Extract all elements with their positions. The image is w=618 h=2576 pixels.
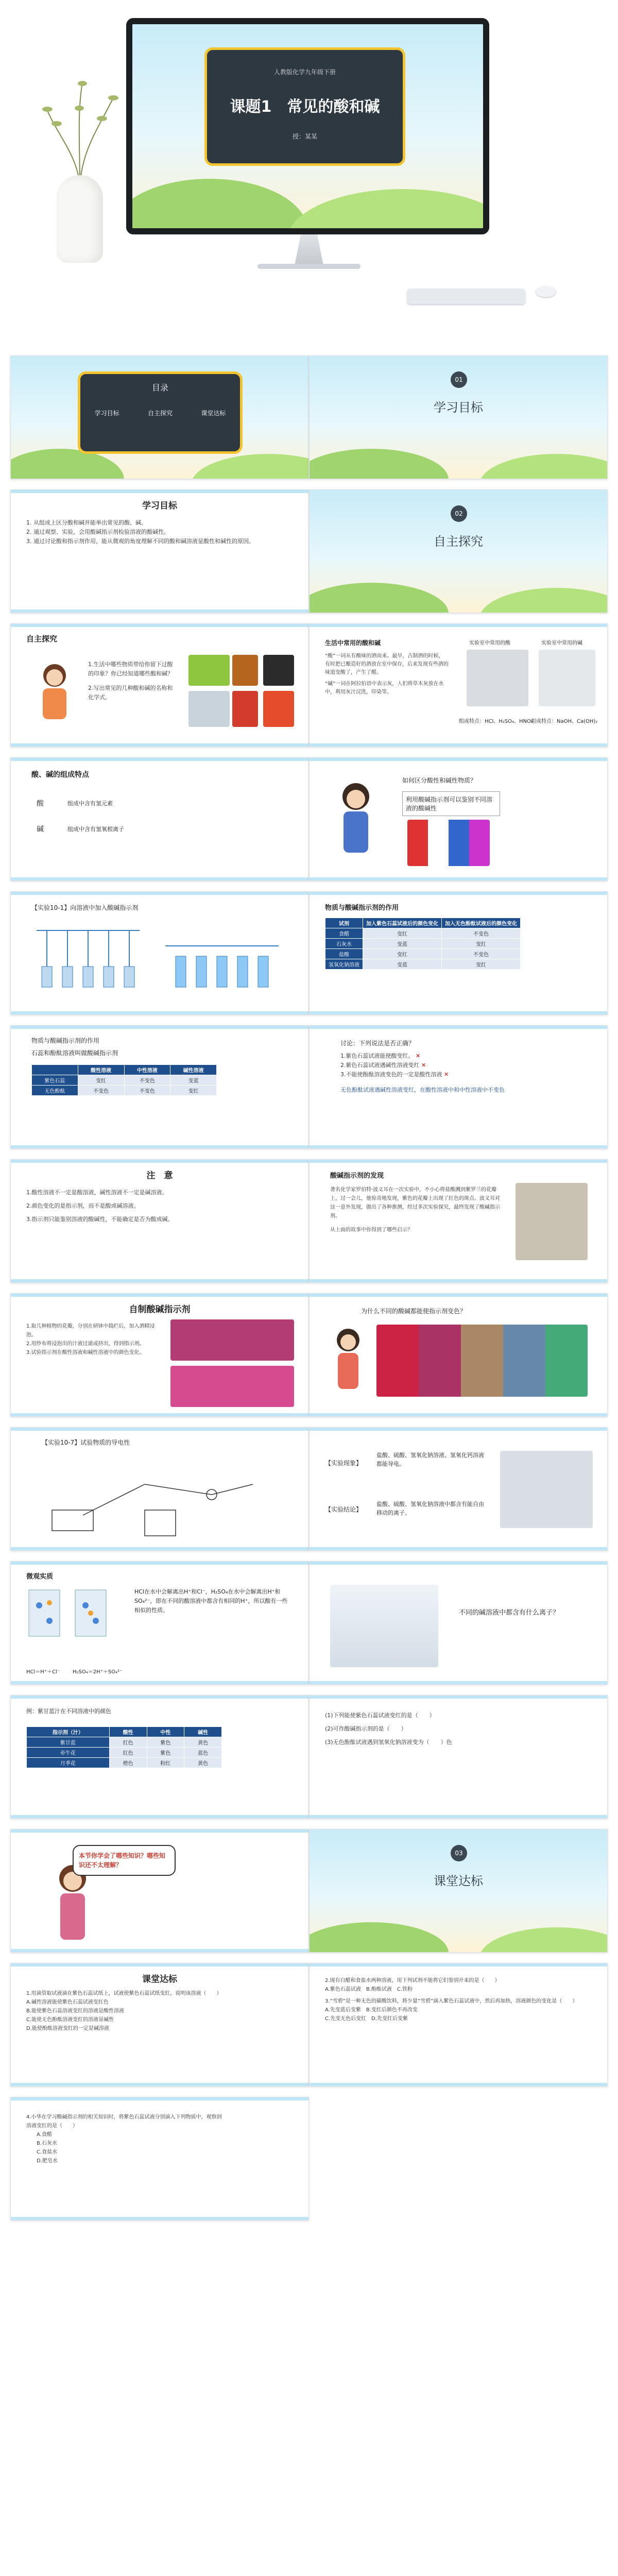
goal-2: 2. 通过观察、实验，会用酸碱指示剂检验溶液的酸碱性。 xyxy=(26,529,169,535)
exercise-header: 碱性 xyxy=(184,1727,222,1737)
section-number: 02 xyxy=(451,505,467,522)
student-illustration xyxy=(330,778,382,866)
test-tubes-photo xyxy=(407,820,490,866)
detergent-photo xyxy=(263,691,294,727)
plant-illustration xyxy=(36,77,124,185)
thought-bubble xyxy=(73,1845,176,1876)
base-formula: 组成特点：NaOH、Ca(OH)₂ xyxy=(531,719,598,724)
table-row xyxy=(27,1748,222,1758)
dropper-diagram xyxy=(31,920,289,997)
discussion-item-3: 3.不能使酚酞溶液变色的一定是酸性溶液 ✕ xyxy=(340,1071,449,1078)
table-row xyxy=(325,949,521,959)
slide-diy-indicator xyxy=(10,1293,309,1417)
slide-conductivity-result xyxy=(309,1427,608,1551)
monitor-base xyxy=(258,264,360,269)
test-option[interactable]: A.紫色石蕊试液 B.酚酞试液 C.铁粉 xyxy=(325,1987,413,1992)
table-cell: 变蓝 xyxy=(363,939,442,949)
slide-toc xyxy=(10,355,309,479)
table-cell: 石灰水 xyxy=(325,939,363,949)
table-cell: 粉红 xyxy=(147,1758,184,1768)
note-line-2: 2.颜色变化的是指示剂，而不是酸或碱溶液。 xyxy=(26,1202,140,1209)
table-cell: 月季花 xyxy=(27,1758,110,1768)
history-question: 从上面的故事中你得到了哪些启示？ xyxy=(330,1227,413,1233)
micro-question: 不同的碱溶液中都含有什么离子？ xyxy=(459,1609,560,1617)
lemon-photo xyxy=(188,655,230,686)
exp108-title: 【实验10-7】试验物质的导电性 xyxy=(42,1439,130,1446)
table-cell: 不变色 xyxy=(442,928,521,939)
conclusion-text: 盐酸、硫酸、氢氧化钠溶液中都含有能自由移动的离子。 xyxy=(376,1501,484,1516)
test-option[interactable]: D.肥皂水 xyxy=(37,2158,58,2164)
exercise-table xyxy=(26,1726,222,1768)
summary-header: 碱性溶液 xyxy=(170,1065,217,1075)
table-cell: 变红 xyxy=(442,939,521,949)
ion-model-photo xyxy=(330,1585,438,1667)
vase-illustration xyxy=(57,175,103,263)
test-option[interactable]: B.能使紫色石蕊溶液变红的溶液是酸性溶液 xyxy=(26,2008,125,2014)
conductivity-diagram xyxy=(42,1453,279,1541)
discussion-item-1: 1.紫色石蕊试液能使酸变红。 ✕ xyxy=(340,1053,421,1059)
slide-experiment-10-7 xyxy=(10,1427,309,1551)
exercise-line-3: (3)无色酚酞试液遇到氢氧化钠溶液变为（ ）色 xyxy=(325,1739,452,1745)
table-cell: 紫色石蕊 xyxy=(32,1075,78,1086)
section-title: 自主探究 xyxy=(434,534,483,549)
table-row xyxy=(27,1758,222,1768)
table-cell: 蓝色 xyxy=(184,1748,222,1758)
monitor-stand xyxy=(288,234,330,265)
indicator-table xyxy=(325,918,521,970)
table-row xyxy=(325,939,521,949)
table-cell: 不变色 xyxy=(442,949,521,959)
slide-test-2 xyxy=(309,1963,608,2087)
toc-item-1[interactable]: 学习目标 xyxy=(94,410,119,417)
exercise-header: 中性 xyxy=(147,1727,184,1737)
discussion-title: 讨论：下列说法是否正确？ xyxy=(340,1040,415,1047)
base-label: 碱 xyxy=(37,825,44,834)
hero-subtitle: 人教版化学九年级下册 xyxy=(273,69,336,76)
summary-header: 中性溶液 xyxy=(124,1065,170,1075)
indicator-title: 物质与酸碱指示剂的作用 xyxy=(325,904,399,912)
discussion-conclusion: 无色酚酞试液遇碱性溶液变红，在酸性溶液中和中性溶液中不变色 xyxy=(340,1087,505,1093)
table-cell: 变红 xyxy=(363,928,442,939)
exercise-line-1: (1)下列能使紫色石蕊试液变红的是（ ） xyxy=(325,1712,435,1719)
diy-line-3: 3.试验指示剂在酸性溶液和碱性溶液中的颜色变化。 xyxy=(26,1350,145,1355)
indicator-header: 加入无色酚酞试液后的颜色变化 xyxy=(442,918,521,928)
test-line: 2.现有白醋和食盐水两种溶液，用下列试剂不能将它们鉴别开来的是（ ） xyxy=(325,1978,500,1984)
goals-title: 学习目标 xyxy=(142,501,177,511)
student-illustration xyxy=(330,1325,366,1402)
slide-test-1 xyxy=(10,1963,309,2087)
slide-section-03 xyxy=(309,1829,608,1953)
table-row xyxy=(325,959,521,970)
formula-2: H₂SO₄＝2H⁺＋SO₄²⁻ xyxy=(73,1669,123,1675)
slide-exercise-2 xyxy=(309,1695,608,1819)
slide-acid-base-composition xyxy=(10,757,309,881)
think-text: 本节你学会了哪些知识？哪些知识还不太理解？ xyxy=(79,1852,166,1869)
flower-photo-2 xyxy=(170,1366,294,1407)
table-cell: 不变色 xyxy=(78,1086,124,1096)
discussion-item-2: 2.紫色石蕊试液遇碱性溶液变红 ✕ xyxy=(340,1062,426,1069)
slide-life-acids xyxy=(309,623,608,747)
table-cell: 变红 xyxy=(78,1075,124,1086)
table-cell: 紫甘蓝 xyxy=(27,1737,110,1748)
soap-photo xyxy=(232,691,258,727)
molecule-diagram xyxy=(26,1585,119,1662)
exercise-header: 酸性 xyxy=(109,1727,147,1737)
toc-board xyxy=(78,371,243,454)
table-cell: 紫色 xyxy=(147,1748,184,1758)
test-title: 课堂达标 xyxy=(142,1974,177,1985)
toc-item-3[interactable]: 课堂达标 xyxy=(201,410,226,417)
test-option[interactable]: A.先变蓝后变紫 B.变红后颜色不再改变 xyxy=(325,2007,418,2013)
slide-section-02 xyxy=(309,489,608,613)
toc-title: 目录 xyxy=(151,383,168,393)
table-cell: 黄色 xyxy=(184,1737,222,1748)
slide-explore xyxy=(10,623,309,747)
note-line-3: 3.指示剂只能鉴别溶液的酸碱性，不能确定是否为酸或碱。 xyxy=(26,1216,174,1223)
table-cell: 红色 xyxy=(109,1737,147,1748)
test-tube-rack-photo xyxy=(376,1325,588,1397)
base-text: 组成中含有氢氧根离子 xyxy=(67,826,124,833)
wrong-mark-icon: ✕ xyxy=(444,1071,449,1078)
phenomenon-text: 盐酸、硫酸、氢氧化钠溶液、氢氧化钙溶液都能导电。 xyxy=(376,1452,484,1467)
table-cell: 变蓝 xyxy=(363,959,442,970)
monitor-screen xyxy=(126,18,489,234)
indicator2-title: 物质与酸碱指示剂的作用 xyxy=(31,1037,100,1044)
flower-photo-1 xyxy=(170,1319,294,1361)
test-line: 4.小华在学习酸碱指示剂的相关知识时，将紫色石蕊试液分别滴入下列物质中，观察到溶液变红的是（ ） xyxy=(26,2114,222,2129)
hero-author: 授：某某 xyxy=(292,133,317,140)
indicator-summary-table xyxy=(31,1064,217,1096)
test-option[interactable]: B.石灰水 xyxy=(37,2141,58,2146)
slide-discussion xyxy=(309,1025,608,1149)
toc-item-2[interactable]: 自主探究 xyxy=(147,410,173,417)
test-line: 1.用滴管取试液滴在紫色石蕊试纸上，试液使紫色石蕊试纸变红，说明该溶液（ ） xyxy=(26,1991,222,1996)
phenomenon-label: 【实验现象】 xyxy=(325,1460,363,1467)
micro-text: HCl在水中会解离出H⁺和Cl⁻，H₂SO₄在水中会解离出H⁺和SO₄²⁻，即在不同的酸溶液中都含有相同的H⁺，所以酸有一些相似的性质。 xyxy=(134,1588,288,1614)
test-option[interactable]: A.碱性溶液能使紫色石蕊试液变红色 xyxy=(26,1999,109,2005)
exercise-line-2: (2)可作酸碱指示剂的是（ ） xyxy=(325,1725,407,1732)
battery-photo xyxy=(263,655,294,686)
goal-3: 3. 通过讨论酸和指示剂作用，能从微观的角度理解不同的酸和碱溶液显酸性和碱性的原因。 xyxy=(26,538,254,545)
base-bottles-photo xyxy=(539,650,595,706)
vinegar-photo xyxy=(232,655,258,686)
slide-experiment-10-1 xyxy=(10,891,309,1015)
indicator-header: 加入紫色石蕊试液后的颜色变化 xyxy=(363,918,442,928)
table-cell: 牵牛花 xyxy=(27,1748,110,1758)
slide-micro xyxy=(10,1561,309,1685)
acid-label: 酸 xyxy=(37,800,44,808)
slide-indicator-summary xyxy=(10,1025,309,1149)
identify-answer: 利用酸碱指示剂可以鉴别不同溶液的酸碱性 xyxy=(402,791,500,816)
test-option[interactable]: C.食盐水 xyxy=(37,2149,58,2155)
bottles-photo xyxy=(188,691,230,727)
table-cell: 无色酚酞 xyxy=(32,1086,78,1096)
test-line: 3.“雪碧”是一种无色的碳酸饮料，将少量“雪碧”滴入紫色石蕊试液中，然后再加热，溶液颜色的变化是（ ） xyxy=(325,1998,578,2004)
table-cell: 不变色 xyxy=(124,1086,170,1096)
keyboard-illustration xyxy=(407,289,525,304)
section-number: 03 xyxy=(451,1845,467,1861)
lab-setup-photo xyxy=(500,1451,593,1528)
section-title: 课堂达标 xyxy=(434,1874,483,1888)
table-cell: 食醋 xyxy=(325,928,363,939)
life-paragraph-1: “酸”一词从有酸味的酒而来。最早，古制酒的时候，有时把已酿造好的酒放在室中保存，后来发现有些酒的味道变酸了，产生了醋。 xyxy=(325,653,449,675)
slide-history xyxy=(309,1159,608,1283)
summary-header xyxy=(32,1065,78,1075)
table-cell: 氢氧化钠溶液 xyxy=(325,959,363,970)
indicator2-subtitle: 石蕊和酚酞溶液叫做酸碱指示剂 xyxy=(31,1049,118,1057)
title-board xyxy=(204,47,405,166)
section-title: 学习目标 xyxy=(434,400,483,415)
table-row xyxy=(325,928,521,939)
diy-title: 自制酸碱指示剂 xyxy=(129,1304,191,1315)
slide-why-question xyxy=(309,1293,608,1417)
slide-exercise-1 xyxy=(10,1695,309,1819)
history-text: 著名化学家罗伯特·波义耳在一次实验中，不小心将盐酸溅到紫罗兰的花瓣上，过一会儿，他惊奇地发现，紫色的花瓣上出现了红色的斑点。波义耳对这一意外发现，做出了各种推测，经过多次实验探究，最终发现了酸碱指示剂。 xyxy=(330,1187,500,1219)
wrong-mark-icon: ✕ xyxy=(421,1062,426,1069)
hero-title: 课题1 常见的酸和碱 xyxy=(230,98,380,116)
test-option[interactable]: C.先变无色后变红 D.先变红后变紫 xyxy=(325,2016,408,2022)
life-title: 生活中常用的酸和碱 xyxy=(325,639,381,647)
table-cell: 紫色 xyxy=(147,1737,184,1748)
teacher-illustration xyxy=(31,660,78,722)
exercise-header: 指示剂（汁） xyxy=(27,1727,110,1737)
table-cell: 橙色 xyxy=(109,1758,147,1768)
diy-line-2: 2.用纱布将浸泡出的汁液过滤或挤出，得到指示剂。 xyxy=(26,1341,145,1347)
table-row xyxy=(27,1737,222,1748)
note-title: 注 意 xyxy=(146,1171,173,1181)
lab-base-label: 实验室中常用的碱 xyxy=(541,640,582,646)
why-question: 为什么不同的酸碱都能使指示剂变色？ xyxy=(361,1308,467,1315)
exp-title: 【实验10-1】向溶液中加入酸碱指示剂 xyxy=(31,904,139,911)
micro-title: 微观实质 xyxy=(26,1573,54,1581)
table-cell: 变红 xyxy=(363,949,442,959)
slide-goals xyxy=(10,489,309,613)
slide-section-01 xyxy=(309,355,608,479)
wrong-mark-icon: ✕ xyxy=(416,1053,421,1059)
indicator-header: 试剂 xyxy=(325,918,363,928)
table-cell: 变红 xyxy=(442,959,521,970)
life-paragraph-2: “碱”一词在阿拉伯语中表示灰，人们将草木灰放在水中，利用灰汁浣洗，印染等。 xyxy=(325,681,444,695)
ab-title: 酸、碱的组成特点 xyxy=(31,771,89,779)
table-row xyxy=(32,1075,217,1086)
acid-bottles-photo xyxy=(467,650,528,706)
table-cell: 变蓝 xyxy=(170,1075,217,1086)
slide-test-3 xyxy=(10,2097,309,2221)
acid-text: 组成中含有氢元素 xyxy=(67,800,113,807)
lab-acid-label: 实验室中常用的酸 xyxy=(469,640,510,646)
table-cell: 不变色 xyxy=(124,1075,170,1086)
explore-question-2: 2.写出常见的几种酸和碱的名称和化学式。 xyxy=(88,685,173,701)
slide-identify xyxy=(309,757,608,881)
diy-line-1: 1.取几种植物的花瓣，分别在研钵中捣烂后，加入酒精浸泡。 xyxy=(26,1324,155,1338)
test-option[interactable]: C.能使无色酚酞溶液变红的溶液显碱性 xyxy=(26,2017,114,2023)
table-cell: 黄色 xyxy=(184,1758,222,1768)
section-number: 01 xyxy=(451,371,467,388)
slide-indicator-table xyxy=(309,891,608,1015)
test-option[interactable]: D.能使酚酞溶液变红的一定是碱溶液 xyxy=(26,2026,109,2031)
table-row xyxy=(32,1086,217,1096)
summary-header: 酸性溶液 xyxy=(78,1065,124,1075)
formula-1: HCl＝H⁺＋Cl⁻ xyxy=(26,1669,60,1675)
slide-think xyxy=(10,1829,309,1953)
hero-section xyxy=(0,0,618,350)
explore-question-1: 1.生活中哪些物质带给你留下过酸的印象？你已经知道哪些酸和碱？ xyxy=(88,661,173,677)
note-line-1: 1.酸性溶液不一定是酸溶液，碱性溶液不一定是碱溶液。 xyxy=(26,1189,168,1196)
conclusion-label: 【实验结论】 xyxy=(325,1506,363,1513)
table-cell: 变红 xyxy=(170,1086,217,1096)
exercise-title: 例：紫甘蓝汁在不同溶液中的颜色 xyxy=(26,1708,111,1715)
goal-1: 1. 从组成上区分酸和碱并能举出常见的酸、碱。 xyxy=(26,519,147,526)
identify-question: 如何区分酸性和碱性物质？ xyxy=(402,777,477,784)
acid-formula: 组成特点：HCl、H₂SO₄、HNO₃ xyxy=(459,719,533,724)
history-title: 酸碱指示剂的发现 xyxy=(330,1172,384,1180)
slide-micro-question xyxy=(309,1561,608,1685)
table-cell: 红色 xyxy=(109,1748,147,1758)
slide-note xyxy=(10,1159,309,1283)
table-cell: 盐酸 xyxy=(325,949,363,959)
test-option[interactable]: A.食醋 xyxy=(37,2132,52,2138)
mouse-illustration xyxy=(536,286,556,297)
explore-title: 自主探究 xyxy=(26,634,58,643)
scientist-portrait xyxy=(516,1183,588,1260)
